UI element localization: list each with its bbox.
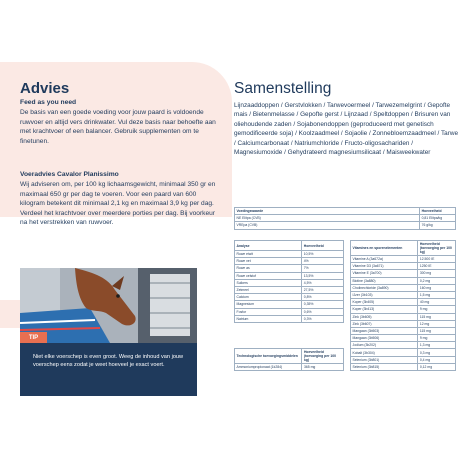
table-cell: NE Elitpa (CVB) — [235, 215, 420, 222]
table-row — [235, 279, 344, 286]
table-cell: Mangaan (3b503) — [351, 327, 418, 334]
table-cell: 115 mg — [418, 313, 456, 320]
table-row — [351, 342, 456, 349]
table-cell: Ammoniumpropionaat (1k284) — [235, 364, 302, 371]
table-cell: Zetmeel — [235, 286, 302, 293]
tip-badge: TIP — [20, 332, 47, 343]
table-row — [235, 308, 344, 315]
technologische-table — [234, 348, 344, 371]
table-cell: 27,5% — [302, 286, 344, 293]
table-cell: 9 mg — [418, 306, 456, 313]
table-cell: Zink (3b607) — [351, 320, 418, 327]
table-cell: Kobalt (3b304) — [351, 349, 418, 356]
table-cell: Magnesium — [235, 301, 302, 308]
table-cell: Ruwe celstof — [235, 272, 302, 279]
table-cell: Natrium — [235, 315, 302, 322]
table-row — [351, 270, 456, 277]
advies-section — [20, 99, 220, 146]
analyse-table — [234, 240, 344, 323]
feed-heading: Feed as you need — [20, 99, 77, 106]
table-cell: Cholinechloride (3a890) — [351, 284, 418, 291]
table-cell: 0,3 mg — [418, 349, 456, 356]
table-cell: 4% — [302, 258, 344, 265]
table-cell: 13,5% — [302, 272, 344, 279]
samenstelling-text: Lijnzaaddoppen / Gerstvlokken / Tarwevoermeel / Tarwezemelgrint / Gepofte mais / Bietenmelasse / Gepofte gerst / Lijnzaad / Speltdoppen / Brisuren van oliehoudende zaden / Sojabonendoppen (geproduceerd met genetisch gemodificeerde soja) / Koolzaadmeel / Sojaolie / Zonnebloemzaadmeel / Tarwe / Calciumcarbonaat / Natriumchloride / Fructo-oligosachariden / Magnesiumoxide / Gehydrateerd magnesiumsilicaat / Maisweekwater — [234, 102, 459, 157]
table-cell: IJzer (3b103) — [351, 291, 418, 298]
table-cell: 160 mg — [418, 284, 456, 291]
table-row — [351, 335, 456, 342]
table-cell: Ruwe as — [235, 265, 302, 272]
table-row — [235, 301, 344, 308]
table-cell: Biotine (3a880) — [351, 277, 418, 284]
table-row — [351, 284, 456, 291]
table-header-cell: Technologische toevoegingsmiddelen — [235, 349, 302, 364]
table-cell: Ruwe vet — [235, 258, 302, 265]
table-row — [235, 251, 344, 258]
table-header-row — [235, 208, 456, 215]
table-cell: 365 mg — [302, 364, 344, 371]
table-row — [235, 272, 344, 279]
table-cell: 0,12 mg — [418, 363, 456, 370]
table-header-row — [351, 241, 456, 256]
table-cell: Koper (3b413) — [351, 306, 418, 313]
table-cell: 12.500 IE — [418, 256, 456, 263]
table-cell: 0,35% — [302, 301, 344, 308]
table-cell: Calcium — [235, 294, 302, 301]
table-row — [351, 363, 456, 370]
table-cell: 0,2 mg — [418, 277, 456, 284]
table-row — [351, 320, 456, 327]
table-row — [235, 294, 344, 301]
table-cell: 115 mg — [418, 327, 456, 334]
table-header-cell: Hoeveelheid (toevoeging per 100 kg) — [302, 349, 344, 364]
table-cell: Fosfor — [235, 308, 302, 315]
feed-text: De basis van een goede voeding voor jouw paard is voldoende ruwvoer en altijd vers drinkwater. Vul deze basis naar behoefte aan met krachtvoer of een balancer. Gebruik supplementen om te finetunen. — [20, 109, 216, 145]
table-row — [351, 256, 456, 263]
samenstelling-title: Samenstelling — [234, 80, 332, 97]
vitamines-table — [350, 240, 456, 371]
table-row — [351, 263, 456, 270]
voeradvies-section — [20, 171, 220, 228]
table-cell: Selenium (3b801) — [351, 356, 418, 363]
table-cell: Ruwe eiwit — [235, 251, 302, 258]
table-row — [351, 356, 456, 363]
voeradvies-heading: Voeradvies Cavalor Planissimo — [20, 171, 119, 178]
table-header-cell: Analyse — [235, 241, 302, 251]
table-cell: 300 mg — [418, 270, 456, 277]
table-header-cell: Voedingswaarde — [235, 208, 420, 215]
table-header-cell: Vitamines en sporenelementen — [351, 241, 418, 256]
tip-background-shape — [0, 300, 22, 328]
table-cell: 0,4 mg — [418, 356, 456, 363]
table-cell: 0,81 Elitpa/kg — [420, 215, 456, 222]
table-row — [235, 286, 344, 293]
table-cell: 0,3% — [302, 315, 344, 322]
table-cell: 0,8% — [302, 294, 344, 301]
table-cell: Mangaan (3b506) — [351, 335, 418, 342]
table-cell: Selenium (3b815) — [351, 363, 418, 370]
table-cell: 9 mg — [418, 335, 456, 342]
table-cell: 76 g/kg — [420, 222, 456, 229]
table-row — [235, 265, 344, 272]
table-row — [351, 313, 456, 320]
table-row — [351, 277, 456, 284]
table-cell: Zink (3b605) — [351, 313, 418, 320]
table-row — [235, 222, 456, 229]
table-cell: Suikers — [235, 279, 302, 286]
table-cell: 7% — [302, 265, 344, 272]
table-cell: 1,5 mg — [418, 291, 456, 298]
table-cell: 1,3 mg — [418, 342, 456, 349]
table-row — [235, 258, 344, 265]
table-row — [351, 299, 456, 306]
table-cell: 10,5% — [302, 251, 344, 258]
voedingswaarde-table — [234, 207, 456, 230]
table-cell: 40 mg — [418, 299, 456, 306]
advies-title: Advies — [20, 80, 70, 97]
tip-box — [20, 343, 197, 396]
table-cell: Koper (3b405) — [351, 299, 418, 306]
table-row — [351, 349, 456, 356]
table-row — [235, 215, 456, 222]
table-cell: Vitamine E (3a700) — [351, 270, 418, 277]
tip-text: Niet elke voerschep is even groot. Weeg de inhoud van jouw voerschep eens zodat je weet hoeveel je exact voert. — [33, 354, 184, 368]
table-header-cell: Hoeveelheid — [302, 241, 344, 251]
voeradvies-text: Wij adviseren om, per 100 kg lichaamsgewicht, minimaal 350 gr en maximaal 650 gr per dag te voeren. Voor een paard van 600 kilogram betekent dit minimaal 2,1 kg en maximaal 3,9 kg per dag. Verdeel het krachtvoer over meerdere porties per dag. Bij voorkeur na het verstrekken van ruwvoer. — [20, 181, 216, 227]
table-row — [235, 315, 344, 322]
table-header-row — [235, 349, 344, 364]
table-cell: Vitamine A (3a672a) — [351, 256, 418, 263]
table-cell: 12 mg — [418, 320, 456, 327]
table-row — [235, 364, 344, 371]
table-cell: VREpa (CVB) — [235, 222, 420, 229]
table-row — [351, 327, 456, 334]
table-cell: 1250 IE — [418, 263, 456, 270]
table-cell: Vitamine D3 (3a671) — [351, 263, 418, 270]
table-cell: 4,5% — [302, 279, 344, 286]
table-row — [351, 291, 456, 298]
table-cell: 0,6% — [302, 308, 344, 315]
table-header-cell: Hoeveelheid (toevoeging per 100 kg) — [418, 241, 456, 256]
table-row — [351, 306, 456, 313]
table-cell: Jodium (3b202) — [351, 342, 418, 349]
table-header-cell: Hoeveelheid — [420, 208, 456, 215]
table-header-row — [235, 241, 344, 251]
